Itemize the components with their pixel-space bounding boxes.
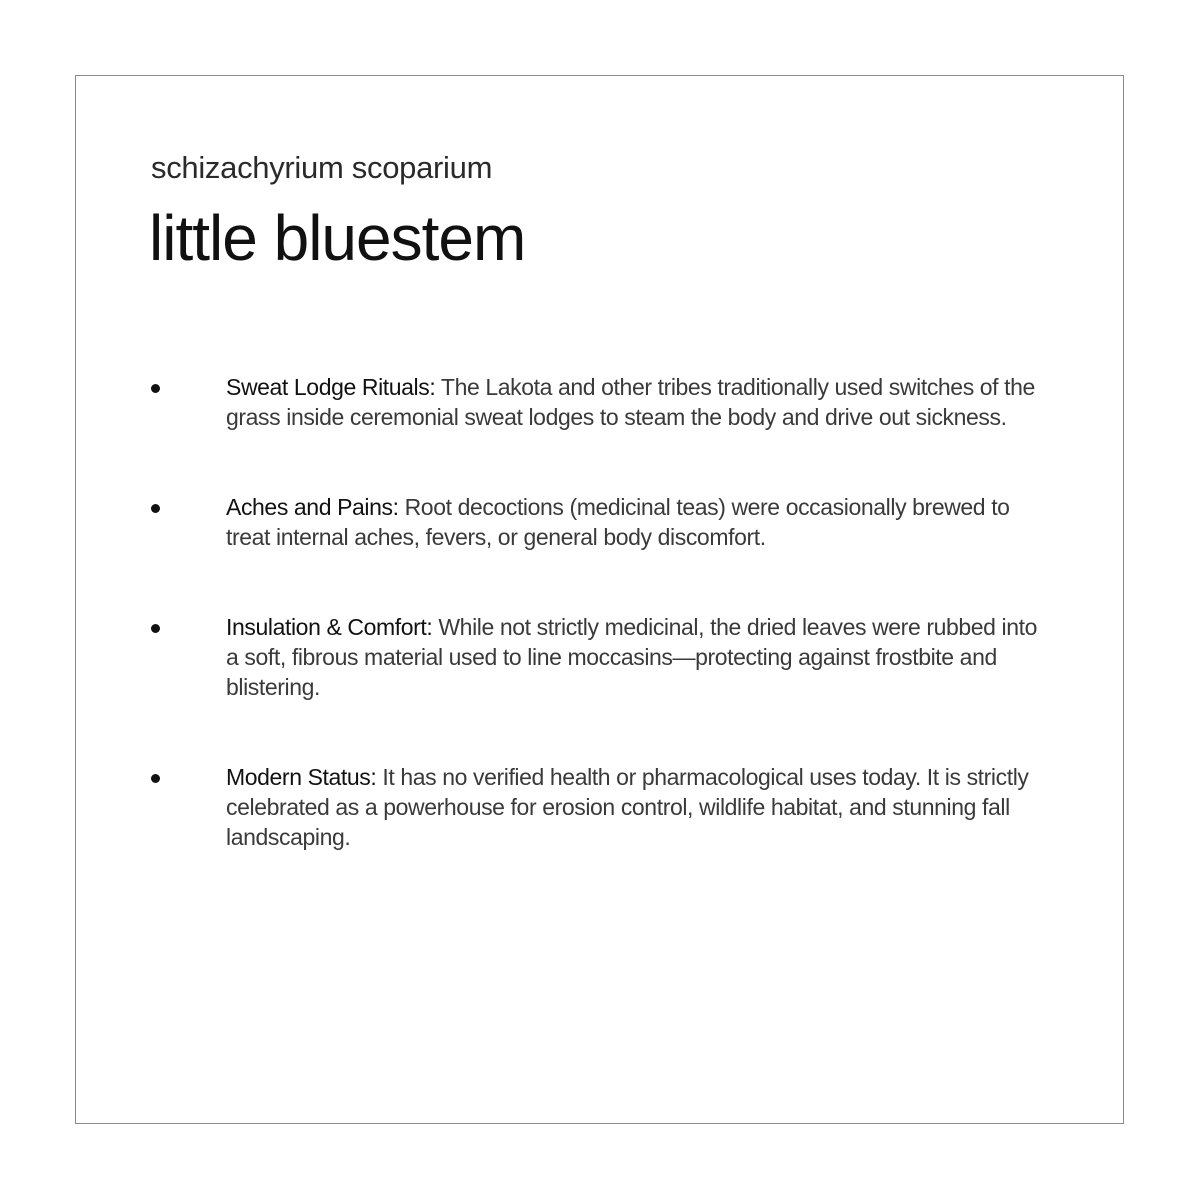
bullet-icon	[151, 384, 160, 393]
item-label: Aches and Pains:	[226, 494, 399, 520]
bullet-icon	[151, 624, 160, 633]
item-label: Modern Status:	[226, 764, 377, 790]
list-item	[151, 492, 1051, 552]
scientific-name: schizachyrium scoparium	[151, 150, 493, 185]
item-text: While not strictly medicinal, the dried leaves were rubbed into a soft, fibrous material used to line moccasins—protecting against frostbite and blistering.	[226, 614, 1038, 700]
item-text: The Lakota and other tribes traditionally used switches of the grass inside ceremonial sweat lodges to steam the body and drive out sickness.	[226, 374, 1035, 430]
bullet-icon	[151, 774, 160, 783]
item-text: It has no verified health or pharmacological uses today. It is strictly celebrated as a powerhouse for erosion control, wildlife habitat, and stunning fall landscaping.	[226, 764, 1029, 850]
item-label: Insulation & Comfort:	[226, 614, 433, 640]
list-item	[151, 612, 1051, 702]
list-item	[151, 372, 1051, 432]
common-name-title: little bluestem	[149, 202, 526, 274]
uses-list	[151, 372, 1051, 852]
list-item	[151, 762, 1051, 852]
content-card	[75, 75, 1124, 1124]
item-label: Sweat Lodge Rituals:	[226, 374, 436, 400]
bullet-icon	[151, 504, 160, 513]
item-text: Root decoctions (medicinal teas) were occasionally brewed to treat internal aches, fevers, or general body discomfort.	[226, 494, 1010, 550]
